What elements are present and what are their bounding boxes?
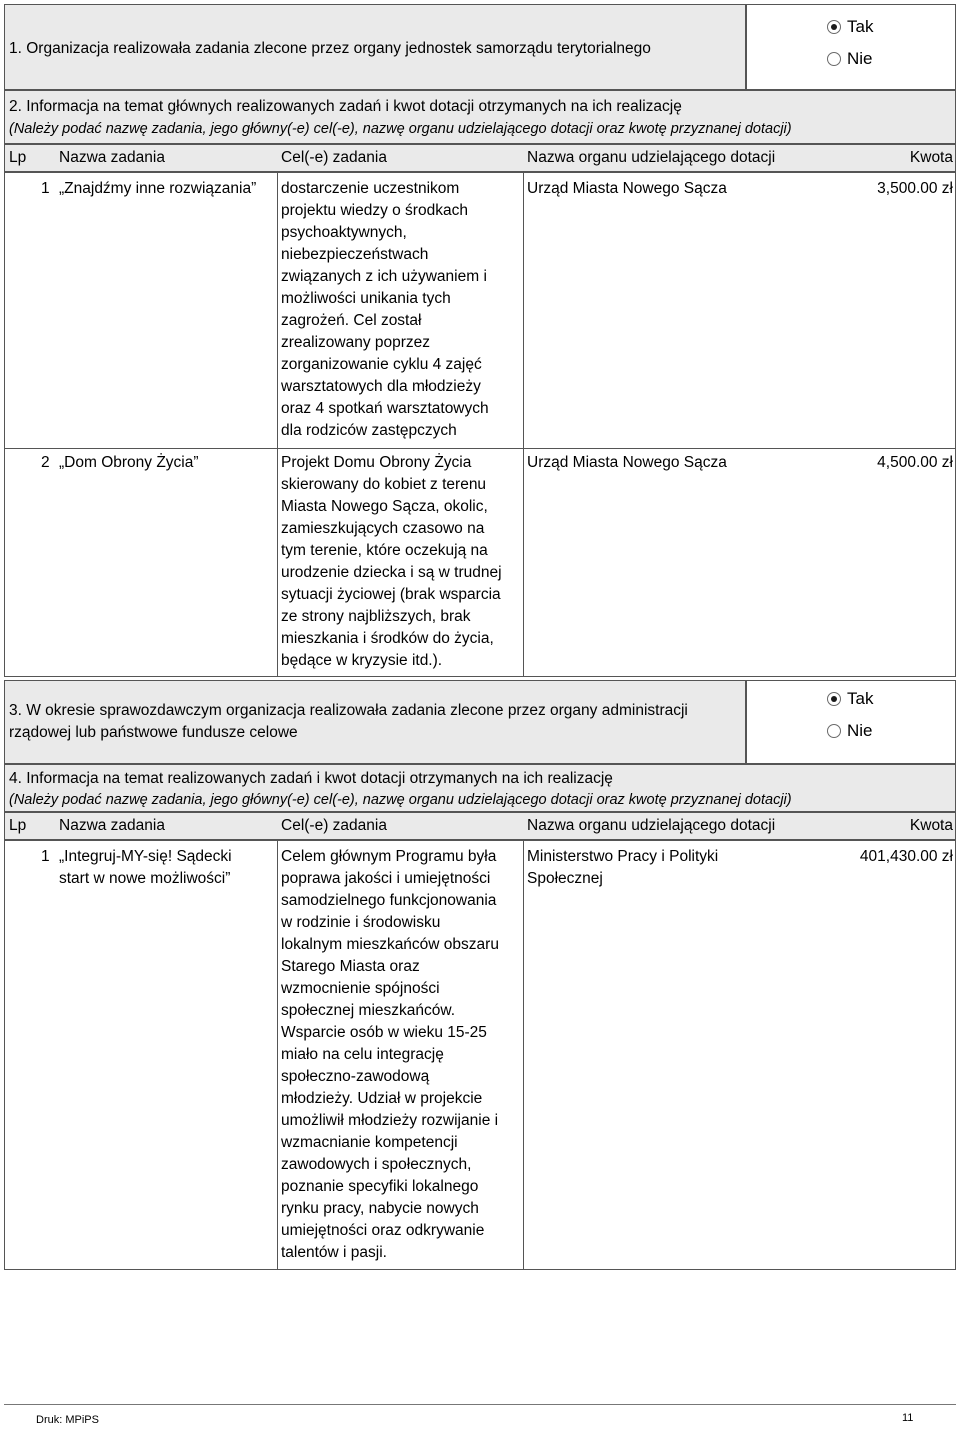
table-row-goal: Projekt Domu Obrony Życia skierowany do kobiet z terenu Miasta Nowego Sącza, okolic, zamieszkujących czasowo na tym terenie, które oczekują na urodzenie dziecka i są w trudnej sytuacji życiowej (brak wsparcia ze strony najbliższych, brak mieszkania i środków do życia, będące w kryzysie itd.). [281,454,502,669]
section4-table-header [4,812,956,840]
col-lp: Lp [9,149,27,166]
section4-title: 4. Informacja na temat realizowanych zadań i kwot dotacji otrzymanych na ich realizację [9,770,613,787]
table-row-lp: 1 [41,180,50,197]
col-name: Nazwa zadania [59,817,165,834]
col-goal: Cel(-e) zadania [281,149,387,166]
col-organ: Nazwa organu udzielającego dotacji [527,817,776,834]
section3-option-tak[interactable] [827,689,873,709]
option-label: Tak [847,689,874,708]
section1-option-nie[interactable] [827,49,873,69]
col-lp: Lp [9,817,27,834]
col-name: Nazwa zadania [59,149,165,166]
footer-print: Druk: MPiPS [36,1414,99,1426]
footer-divider [4,1404,956,1405]
section2-title: 2. Informacja na temat głównych realizowanych zadań i kwot dotacji otrzymanych na ich realizację [9,98,682,115]
section3-question: 3. W okresie sprawozdawczym organizacja realizowała zadania zlecone przez organy administracji rządowej lub państwowe fundusze celowe [9,702,688,741]
table-row-name: „Znajdźmy inne rozwiązania” [59,180,257,197]
option-label: Nie [847,721,873,740]
section2-note: (Należy podać nazwę zadania, jego główny(-e) cel(-e), nazwę organu udzielającego dotacji oraz kwotę przyznanej dotacji) [9,121,792,137]
table-row-amount: 3,500.00 zł [877,180,953,197]
section4-note: (Należy podać nazwę zadania, jego główny(-e) cel(-e), nazwę organu udzielającego dotacji oraz kwotę przyznanej dotacji) [9,792,792,808]
col-goal: Cel(-e) zadania [281,817,387,834]
table-row-name: „Integruj-MY-się! Sądecki start w nowe możliwości” [59,848,232,887]
table-row-goal: dostarczenie uczestnikom projektu wiedzy o środkach psychoaktywnych, niebezpieczeństwach związanych z ich używaniem i możliwości unikania tych zagrożeń. Cel został zrealizowany poprzez zorganizowanie cyklu 4 zajęć warsztatowych dla młodzieży oraz 4 spotkań warsztatowych dla rodziców zastępczych [281,180,489,439]
radio-unchecked-icon[interactable] [827,52,841,66]
table-row-organ: Urząd Miasta Nowego Sącza [527,180,727,197]
section4-table-body [4,840,956,1270]
table-row-organ: Urząd Miasta Nowego Sącza [527,454,727,471]
section3-question-box [4,680,746,764]
radio-checked-icon[interactable] [827,692,841,706]
option-label: Tak [847,17,874,36]
section4-title-box [4,764,956,812]
table-row-lp: 1 [41,848,50,865]
option-label: Nie [847,49,873,68]
table-row-lp: 2 [41,454,50,471]
section1-option-tak[interactable] [827,17,873,37]
section1-question-box [4,4,746,90]
section2-table-body [4,172,956,677]
col-amount: Kwota [909,817,953,834]
footer-page-number: 11 [902,1412,914,1424]
section3-option-nie[interactable] [827,721,873,741]
section3-radio-group [746,680,956,764]
section1-question: 1. Organizacja realizowała zadania zlecone przez organy jednostek samorządu terytorialnego [9,40,651,57]
table-row-amount: 401,430.00 zł [859,848,953,865]
radio-checked-icon[interactable] [827,20,841,34]
table-row-name: „Dom Obrony Życia” [59,454,199,471]
radio-unchecked-icon[interactable] [827,724,841,738]
section2-table-header [4,144,956,172]
col-organ: Nazwa organu udzielającego dotacji [527,149,776,166]
section2-title-box [4,90,956,144]
table-row-goal: Celem głównym Programu była poprawa jakości i umiejętności samodzielnego funkcjonowania w rodzinie i środowisku lokalnym mieszkańców obszaru Starego Miasta oraz wzmocnienie spójności społecznej mieszkańców. Wsparcie osób w wieku 15-25 miało na celu integrację społeczno-zawodową młodzieży. Udział w projekcie umożliwił młodzieży rozwijanie i wzmacnianie kompetencji zawodowych i społecznych, poznanie specyfiki lokalnego rynku pracy, nabycie nowych umiejętności oraz odkrywanie talentów i pasji. [281,848,499,1261]
col-amount: Kwota [909,149,953,166]
section1-radio-group [746,4,956,90]
table-row-organ: Ministerstwo Pracy i Polityki Społecznej [527,848,719,887]
table-row-amount: 4,500.00 zł [877,454,953,471]
